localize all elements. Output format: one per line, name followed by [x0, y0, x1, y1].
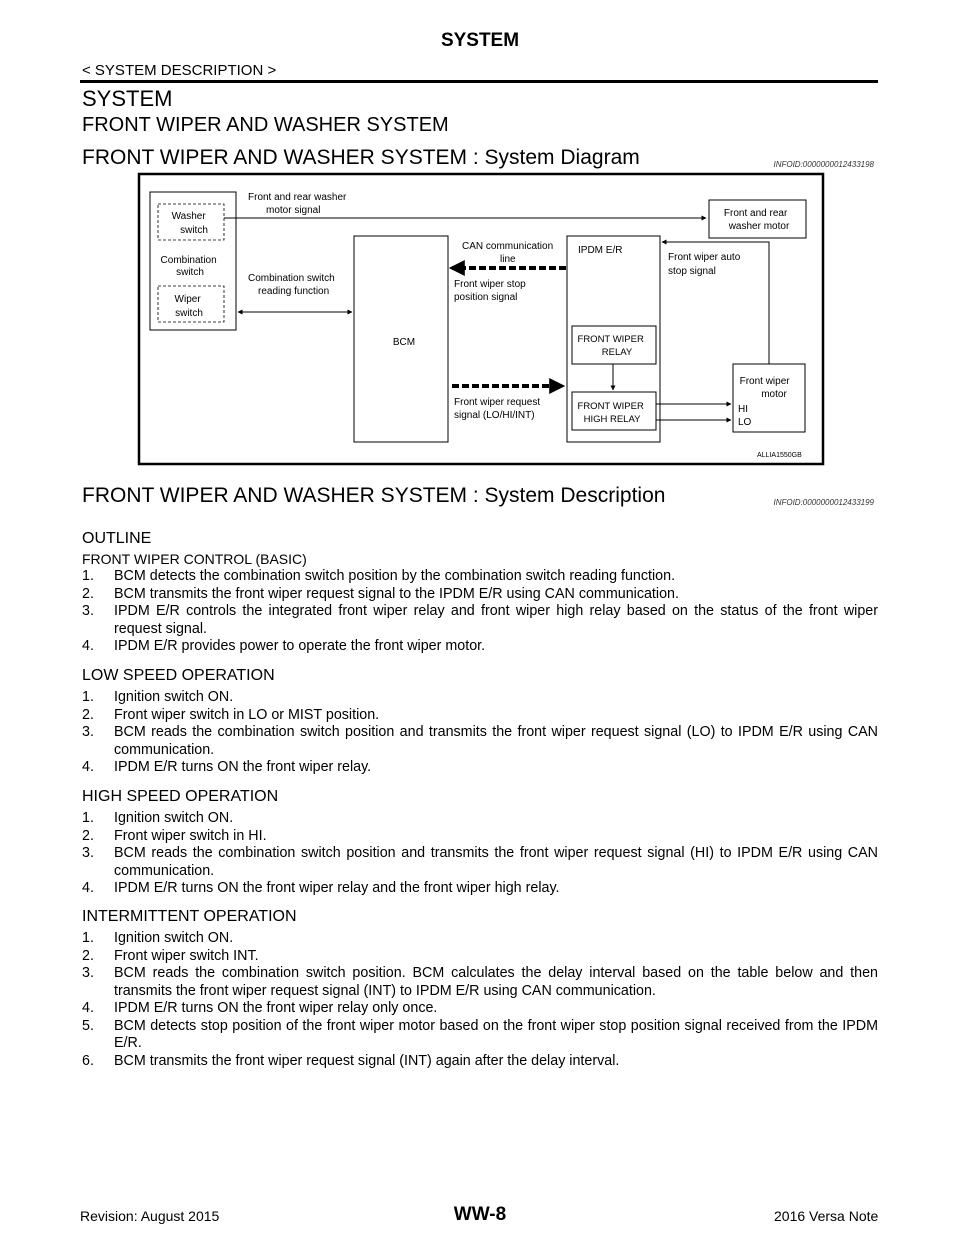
stop-position-label-2: position signal — [454, 292, 518, 303]
request-signal-label-2: signal (LO/HI/INT) — [454, 410, 535, 421]
wiper-motor-label-1: Front wiper — [739, 376, 790, 387]
front-wiper-high-relay-label-1: FRONT WIPER — [577, 401, 644, 412]
intermittent-title: INTERMITTENT OPERATION — [82, 908, 297, 925]
list-item: 3. IPDM E/R controls the integrated front wiper relay and front wiper high relay based on the status of the front wiper request signal. — [82, 603, 878, 637]
list-item: 2. Front wiper switch in HI. — [82, 827, 267, 844]
outline-title: OUTLINE — [82, 530, 152, 547]
front-wiper-relay-label-1: FRONT WIPER — [577, 334, 644, 345]
washer-motor-box — [709, 200, 806, 238]
svg-text:Front wiper auto stop sign — [668, 252, 743, 277]
washer-motor-signal-label-2: motor signal — [266, 205, 321, 216]
lo-label: LO — [738, 417, 752, 428]
request-signal-label-1: Front wiper request — [454, 397, 541, 408]
wiper-switch-label-2: switch — [175, 308, 203, 319]
list-item: 4. IPDM E/R turns ON the front wiper relay only once. — [82, 1000, 438, 1016]
list-item: 2. Front wiper switch INT. — [82, 947, 259, 964]
combination-switch-label-2: switch — [176, 267, 204, 278]
front-wiper-relay-box — [572, 326, 656, 364]
front-wiper-high-relay-label-2: HIGH RELAY — [583, 414, 641, 425]
low-speed-title: LOW SPEED OPERATION — [82, 667, 275, 684]
list-item: 1. Ignition switch ON. — [82, 810, 234, 826]
list-item: 4. IPDM E/R turns ON the front wiper relay and the front wiper high relay. — [82, 880, 560, 896]
list-item: 2. Front wiper switch in LO or MIST position. — [82, 706, 380, 723]
diagram-heading: FRONT WIPER AND WASHER SYSTEM : System Diagram — [82, 146, 640, 169]
svg-text:CAN communication line — [462, 241, 556, 265]
svg-text:Front wiper request signal — [454, 397, 543, 421]
wiper-switch-label-1: Wiper — [174, 294, 201, 305]
list-item: 3. BCM reads the combination switch position. BCM calculates the delay interval based on the table below and then transmits the front wiper request signal (INT) to IPDM E/R using CAN communication. — [82, 965, 878, 999]
front-wiper-relay-label-2: RELAY — [601, 347, 633, 358]
header-rule — [80, 80, 878, 83]
list-item: 1. Ignition switch ON. — [82, 689, 234, 705]
combination-reading-label-1: Combination switch — [248, 273, 335, 284]
combination-switch-label-1: Combination — [160, 255, 217, 266]
list-item: 4. IPDM E/R provides power to operate the front wiper motor. — [82, 638, 486, 654]
high-speed-title: HIGH SPEED OPERATION — [82, 788, 279, 805]
hi-label: HI — [738, 404, 748, 415]
svg-text:Front wiper motor — [740, 376, 793, 400]
washer-motor-signal-label-1: Front and rear washer — [248, 192, 347, 203]
outline-subtitle: FRONT WIPER CONTROL (BASIC) — [82, 551, 307, 567]
list-item: 3. BCM reads the combination switch position and transmits the front wiper request signal (HI) to IPDM E/R using CAN communication. — [82, 845, 878, 879]
auto-stop-label-2: stop signal — [668, 266, 716, 277]
diagram-infoid: INFOID:0000000012433198 — [773, 160, 874, 169]
footer-model: 2016 Versa Note — [774, 1208, 879, 1224]
svg-text:Front wiper stop position — [454, 279, 528, 303]
system-diagram — [0, 172, 960, 472]
intermittent-steps — [82, 930, 878, 1070]
ipdm-label: IPDM E/R — [578, 245, 623, 256]
list-item: 3. BCM reads the combination switch position and transmits the front wiper request signal (LO) to IPDM E/R using CAN communication. — [82, 724, 878, 758]
svg-text:Combination switch — [161, 255, 220, 278]
svg-text:Combination switch reading — [248, 273, 338, 297]
svg-text:Wiper switch — [175, 294, 204, 319]
subsection-title: FRONT WIPER AND WASHER SYSTEM — [82, 114, 449, 136]
section-title: SYSTEM — [82, 86, 173, 111]
svg-text:Front and rear washer moto — [724, 208, 790, 232]
washer-switch-label-2: switch — [180, 225, 208, 236]
svg-text:Washer switch — [172, 211, 209, 236]
footer-revision: Revision: August 2015 — [80, 1208, 220, 1224]
svg-text:Front and rear washer moto — [248, 192, 349, 216]
outline-steps — [82, 568, 878, 656]
high-speed-steps — [82, 810, 878, 898]
bcm-label: BCM — [392, 337, 416, 348]
breadcrumb: < SYSTEM DESCRIPTION > — [82, 62, 277, 79]
description-infoid: INFOID:0000000012433199 — [773, 498, 874, 507]
list-item: 2. BCM transmits the front wiper request signal to the IPDM E/R using CAN communication. — [82, 585, 679, 602]
description-heading: FRONT WIPER AND WASHER SYSTEM : System Description — [82, 484, 666, 507]
low-speed-steps — [82, 689, 878, 777]
auto-stop-label-1: Front wiper auto — [668, 252, 741, 263]
washer-motor-label-2: washer motor — [728, 221, 790, 232]
combination-reading-label-2: reading function — [258, 286, 330, 297]
can-line-label-1: CAN communication — [462, 241, 554, 252]
washer-motor-label-1: Front and rear — [723, 208, 788, 219]
list-item: 6. BCM transmits the front wiper request signal (INT) again after the delay interval. — [82, 1052, 620, 1069]
footer-page-number: WW-8 — [453, 1204, 507, 1225]
washer-switch-label-1: Washer — [171, 211, 206, 222]
can-line-label-2: line — [500, 254, 516, 265]
list-item: 1. Ignition switch ON. — [82, 930, 234, 946]
svg-text:FRONT WIPER RELAY — [578, 334, 647, 358]
page-title: SYSTEM — [440, 30, 520, 51]
svg-text:FRONT WIPER HIGH RELAY — [578, 401, 647, 425]
stop-position-label-1: Front wiper stop — [454, 279, 526, 290]
figure-id: ALLIA1550GB — [757, 452, 802, 459]
wiper-motor-label-2: motor — [761, 389, 787, 400]
list-item: 1. BCM detects the combination switch position by the combination switch reading function. — [82, 568, 676, 584]
list-item: 4. IPDM E/R turns ON the front wiper relay. — [82, 759, 372, 775]
list-item: 5. BCM detects stop position of the front wiper motor based on the front wiper stop position signal received from the IPDM E/R. — [82, 1017, 878, 1051]
